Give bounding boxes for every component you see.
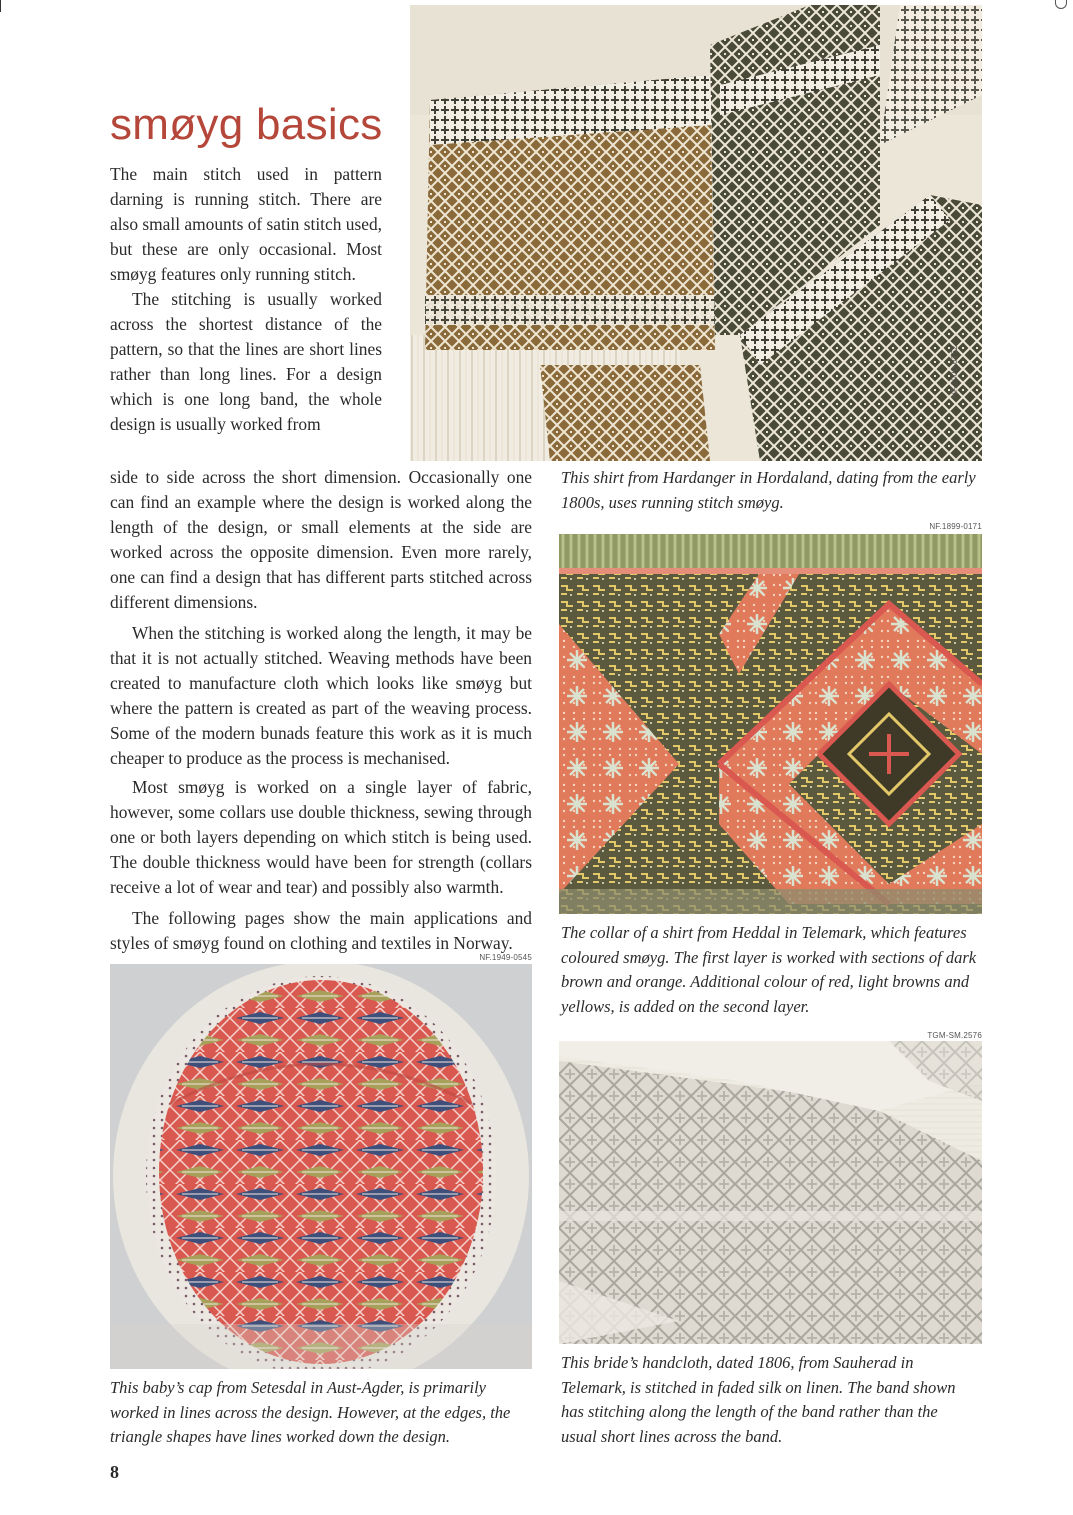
handcloth-illustration (559, 1041, 982, 1344)
paragraph-3: When the stitching is worked along the length, it may be that it is not actually stitched. Weaving methods have been created to manufacture cloth which looks like smøyg but where the pattern is created as part of the weaving process. Some of the modern bunads feature this work as it is much cheaper to produce as the process is mechanised. (110, 623, 532, 768)
collar-caption: The collar of a shirt from Heddal in Telemark, which features coloured smøyg. The first layer is worked with sections of dark brown and orange. Additional colour of red, light browns and yellows, is added on the second layer. (561, 923, 977, 1016)
cap-photo (110, 964, 532, 1369)
collar-photo-credit: NF.1899-0171 (929, 522, 982, 531)
shirt-photo-credit: NF.2000-0162 (950, 345, 959, 398)
shirt-illustration (410, 5, 982, 461)
paragraph-4: Most smøyg is worked on a single layer of fabric, however, some collars use double thickness, sewing through one or both layers depending on which stitch is being used. The double thickness would have been for strength (collars receive a lot of wear and tear) and possibly also warmth. (110, 777, 532, 897)
paragraph-2-start: The stitching is usually worked across the shortest distance of the pattern, so that the lines are short lines rather than long lines. For a design which is one long band, the whole design is usually worked from (110, 289, 382, 434)
shirt-caption: This shirt from Hardanger in Hordaland, dating from the early 1800s, uses running stitch smøyg. (561, 468, 976, 512)
shirt-photo (410, 5, 982, 461)
body-column-wide (110, 465, 532, 956)
registration-mark (1055, 0, 1067, 9)
cap-caption: This baby’s cap from Setesdal in Aust-Agder, is primarily worked in lines across the design. However, at the edges, the triangle shapes have lines worked down the design. (110, 1378, 511, 1446)
collar-photo (559, 534, 982, 914)
page-number: 8 (110, 1462, 119, 1482)
cap-illustration (110, 964, 532, 1369)
handcloth-photo-credit: TGM-SM.2576 (927, 1031, 982, 1040)
cap-photo-credit: NF.1949-0545 (479, 953, 532, 962)
paragraph-5: The following pages show the main applications and styles of smøyg found on clothing and textiles in Norway. (110, 908, 532, 953)
body-column-narrow (110, 162, 382, 437)
handcloth-photo (559, 1041, 982, 1344)
handcloth-caption: This bride’s handcloth, dated 1806, from Sauherad in Telemark, is stitched in faded silk on linen. The band shown has stitching along the length of the band rather than the usual short lines across the band. (561, 1353, 956, 1446)
page-title: smøyg basics (110, 100, 383, 149)
collar-illustration (559, 534, 982, 914)
paragraph-1: The main stitch used in pattern darning is running stitch. There are also small amounts of satin stitch used, but these are only occasional. Most smøyg features only running stitch. (110, 164, 382, 284)
paragraph-2-continued: side to side across the short dimension. Occasionally one can find an example where the design is worked along the length of the design, or small elements at the side are worked across the opposite dimension. Even more rarely, one can find a design that has different parts stitched across different dimensions. (110, 467, 532, 612)
crop-mark (0, 0, 1, 12)
